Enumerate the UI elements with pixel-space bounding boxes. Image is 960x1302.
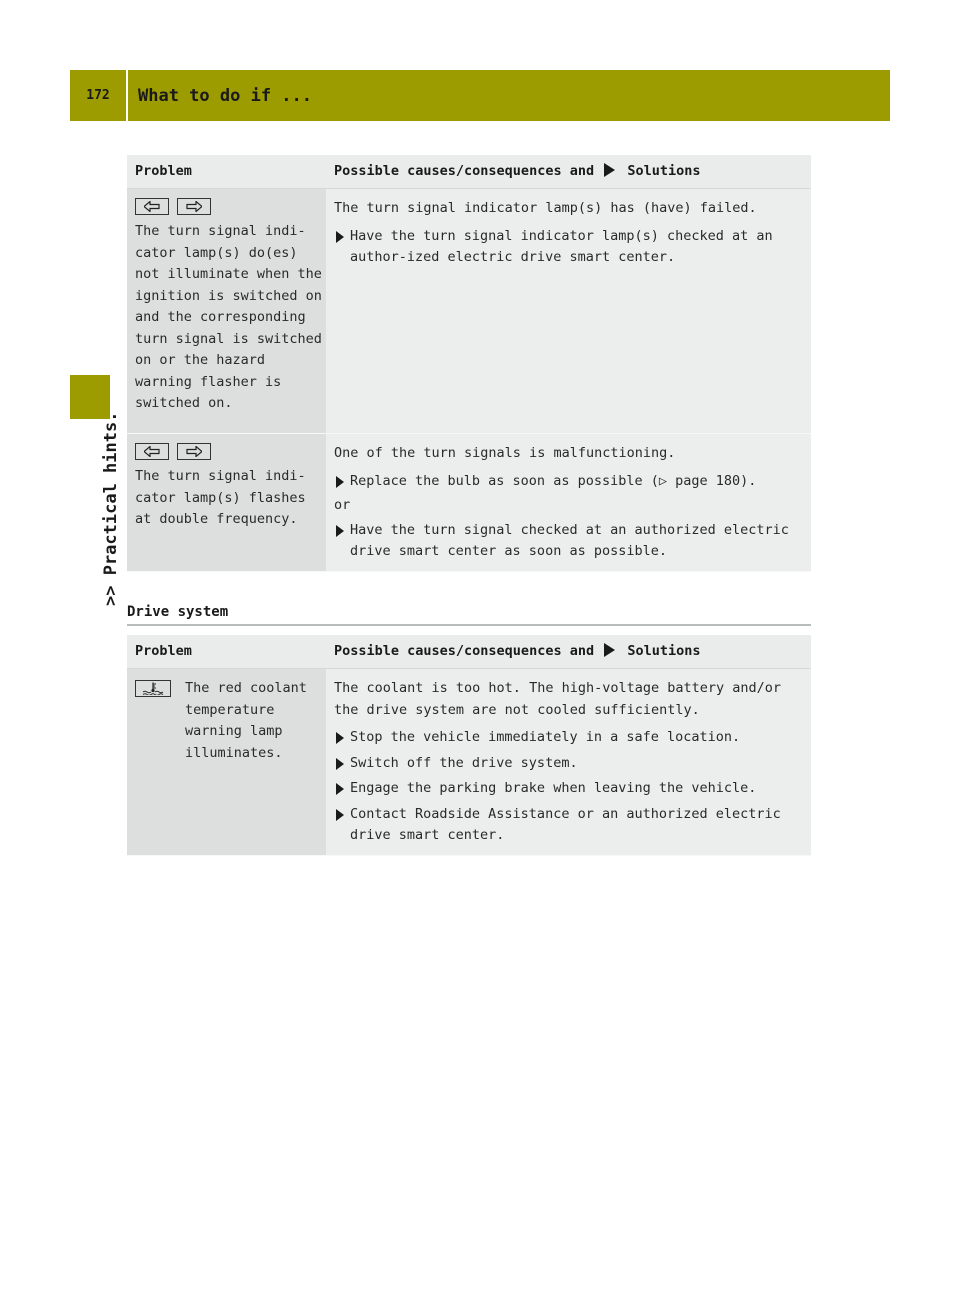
solution-cell xyxy=(326,434,811,572)
problem-text: The turn signal indi-cator lamp(s) do(es) not illuminate when the ignition is switched on and the corresponding turn signal is switched on or the hazard warning flasher is switched on. xyxy=(135,223,322,411)
solution-step-text: Switch off the drive system. xyxy=(350,754,578,771)
turn-signal-left-icon xyxy=(135,443,169,460)
table-header-row xyxy=(127,635,811,669)
cause-text: One of the turn signals is malfunctioning. xyxy=(334,445,676,461)
page-number: 172 xyxy=(86,88,110,103)
solution-step xyxy=(334,226,803,269)
page-title: What to do if ... xyxy=(138,85,312,106)
triangle-arrow-icon xyxy=(336,809,344,821)
problem-cell xyxy=(127,669,326,856)
col-problem: Problem xyxy=(127,155,326,189)
turn-signal-right-icon xyxy=(177,443,211,460)
table-header-row xyxy=(127,155,811,189)
triangle-arrow-icon xyxy=(336,231,344,243)
drive-system-table xyxy=(127,635,811,856)
solution-step-text: Contact Roadside Assistance or an authorized electric drive smart center. xyxy=(350,805,781,843)
turn-signal-table xyxy=(127,155,811,572)
solution-step-text: Have the turn signal indicator lamp(s) checked at an author-ized electric drive smart center. xyxy=(350,227,773,265)
problem-cell xyxy=(127,434,326,572)
triangle-arrow-icon xyxy=(336,758,344,770)
solution-step-text: Engage the parking brake when leaving the vehicle. xyxy=(350,780,757,796)
solution-step-text: Have the turn signal checked at an authorized electric drive smart center as soon as possible. xyxy=(350,521,789,559)
section-title: Drive system xyxy=(127,600,811,626)
solution-step xyxy=(334,778,803,800)
problem-cell xyxy=(127,189,326,434)
solution-step xyxy=(334,804,803,847)
col-solutions-label-2: Solutions xyxy=(627,162,701,179)
turn-signal-icons xyxy=(135,198,322,215)
triangle-arrow-icon xyxy=(604,643,615,657)
table-row xyxy=(127,189,811,434)
turn-signal-left-icon xyxy=(135,198,169,215)
coolant-problem xyxy=(135,678,322,764)
coolant-temperature-icon xyxy=(135,680,171,697)
solution-step-text: Replace the bulb as soon as possible (▷ page 180). xyxy=(350,472,757,489)
triangle-arrow-icon xyxy=(336,732,344,744)
solution-step xyxy=(334,471,803,493)
col-solutions-label: Possible causes/consequences and xyxy=(334,162,595,179)
or-text: or xyxy=(334,497,351,513)
col-solutions-label-2: Solutions xyxy=(627,642,701,659)
triangle-arrow-icon xyxy=(336,525,344,537)
triangle-arrow-icon xyxy=(336,783,344,795)
col-solutions xyxy=(326,635,811,669)
turn-signal-right-icon xyxy=(177,198,211,215)
triangle-arrow-icon xyxy=(604,163,615,177)
cause-text: The turn signal indicator lamp(s) has (have) failed. xyxy=(334,200,757,216)
problem-text: The red coolant temperature warning lamp illuminates. xyxy=(185,680,307,761)
problem-text: The turn signal indi-cator lamp(s) flashes at double frequency. xyxy=(135,468,306,527)
col-solutions xyxy=(326,155,811,189)
solution-cell xyxy=(326,189,811,434)
triangle-arrow-icon xyxy=(336,476,344,488)
col-problem: Problem xyxy=(127,635,326,669)
header-divider xyxy=(126,70,128,121)
cause-text: The coolant is too hot. The high-voltage battery and/or the drive system are not cooled sufficiently. xyxy=(334,680,782,718)
col-solutions-label: Possible causes/consequences and xyxy=(334,642,595,659)
solution-step-text: Stop the vehicle immediately in a safe location. xyxy=(350,729,741,745)
table-row xyxy=(127,434,811,572)
turn-signal-icons xyxy=(135,443,322,460)
side-tab-label: >> Practical hints. xyxy=(101,411,121,606)
solution-step xyxy=(334,753,803,775)
solution-step xyxy=(334,520,803,563)
solution-cell xyxy=(326,669,811,856)
table-row xyxy=(127,669,811,856)
solution-step xyxy=(334,727,803,749)
